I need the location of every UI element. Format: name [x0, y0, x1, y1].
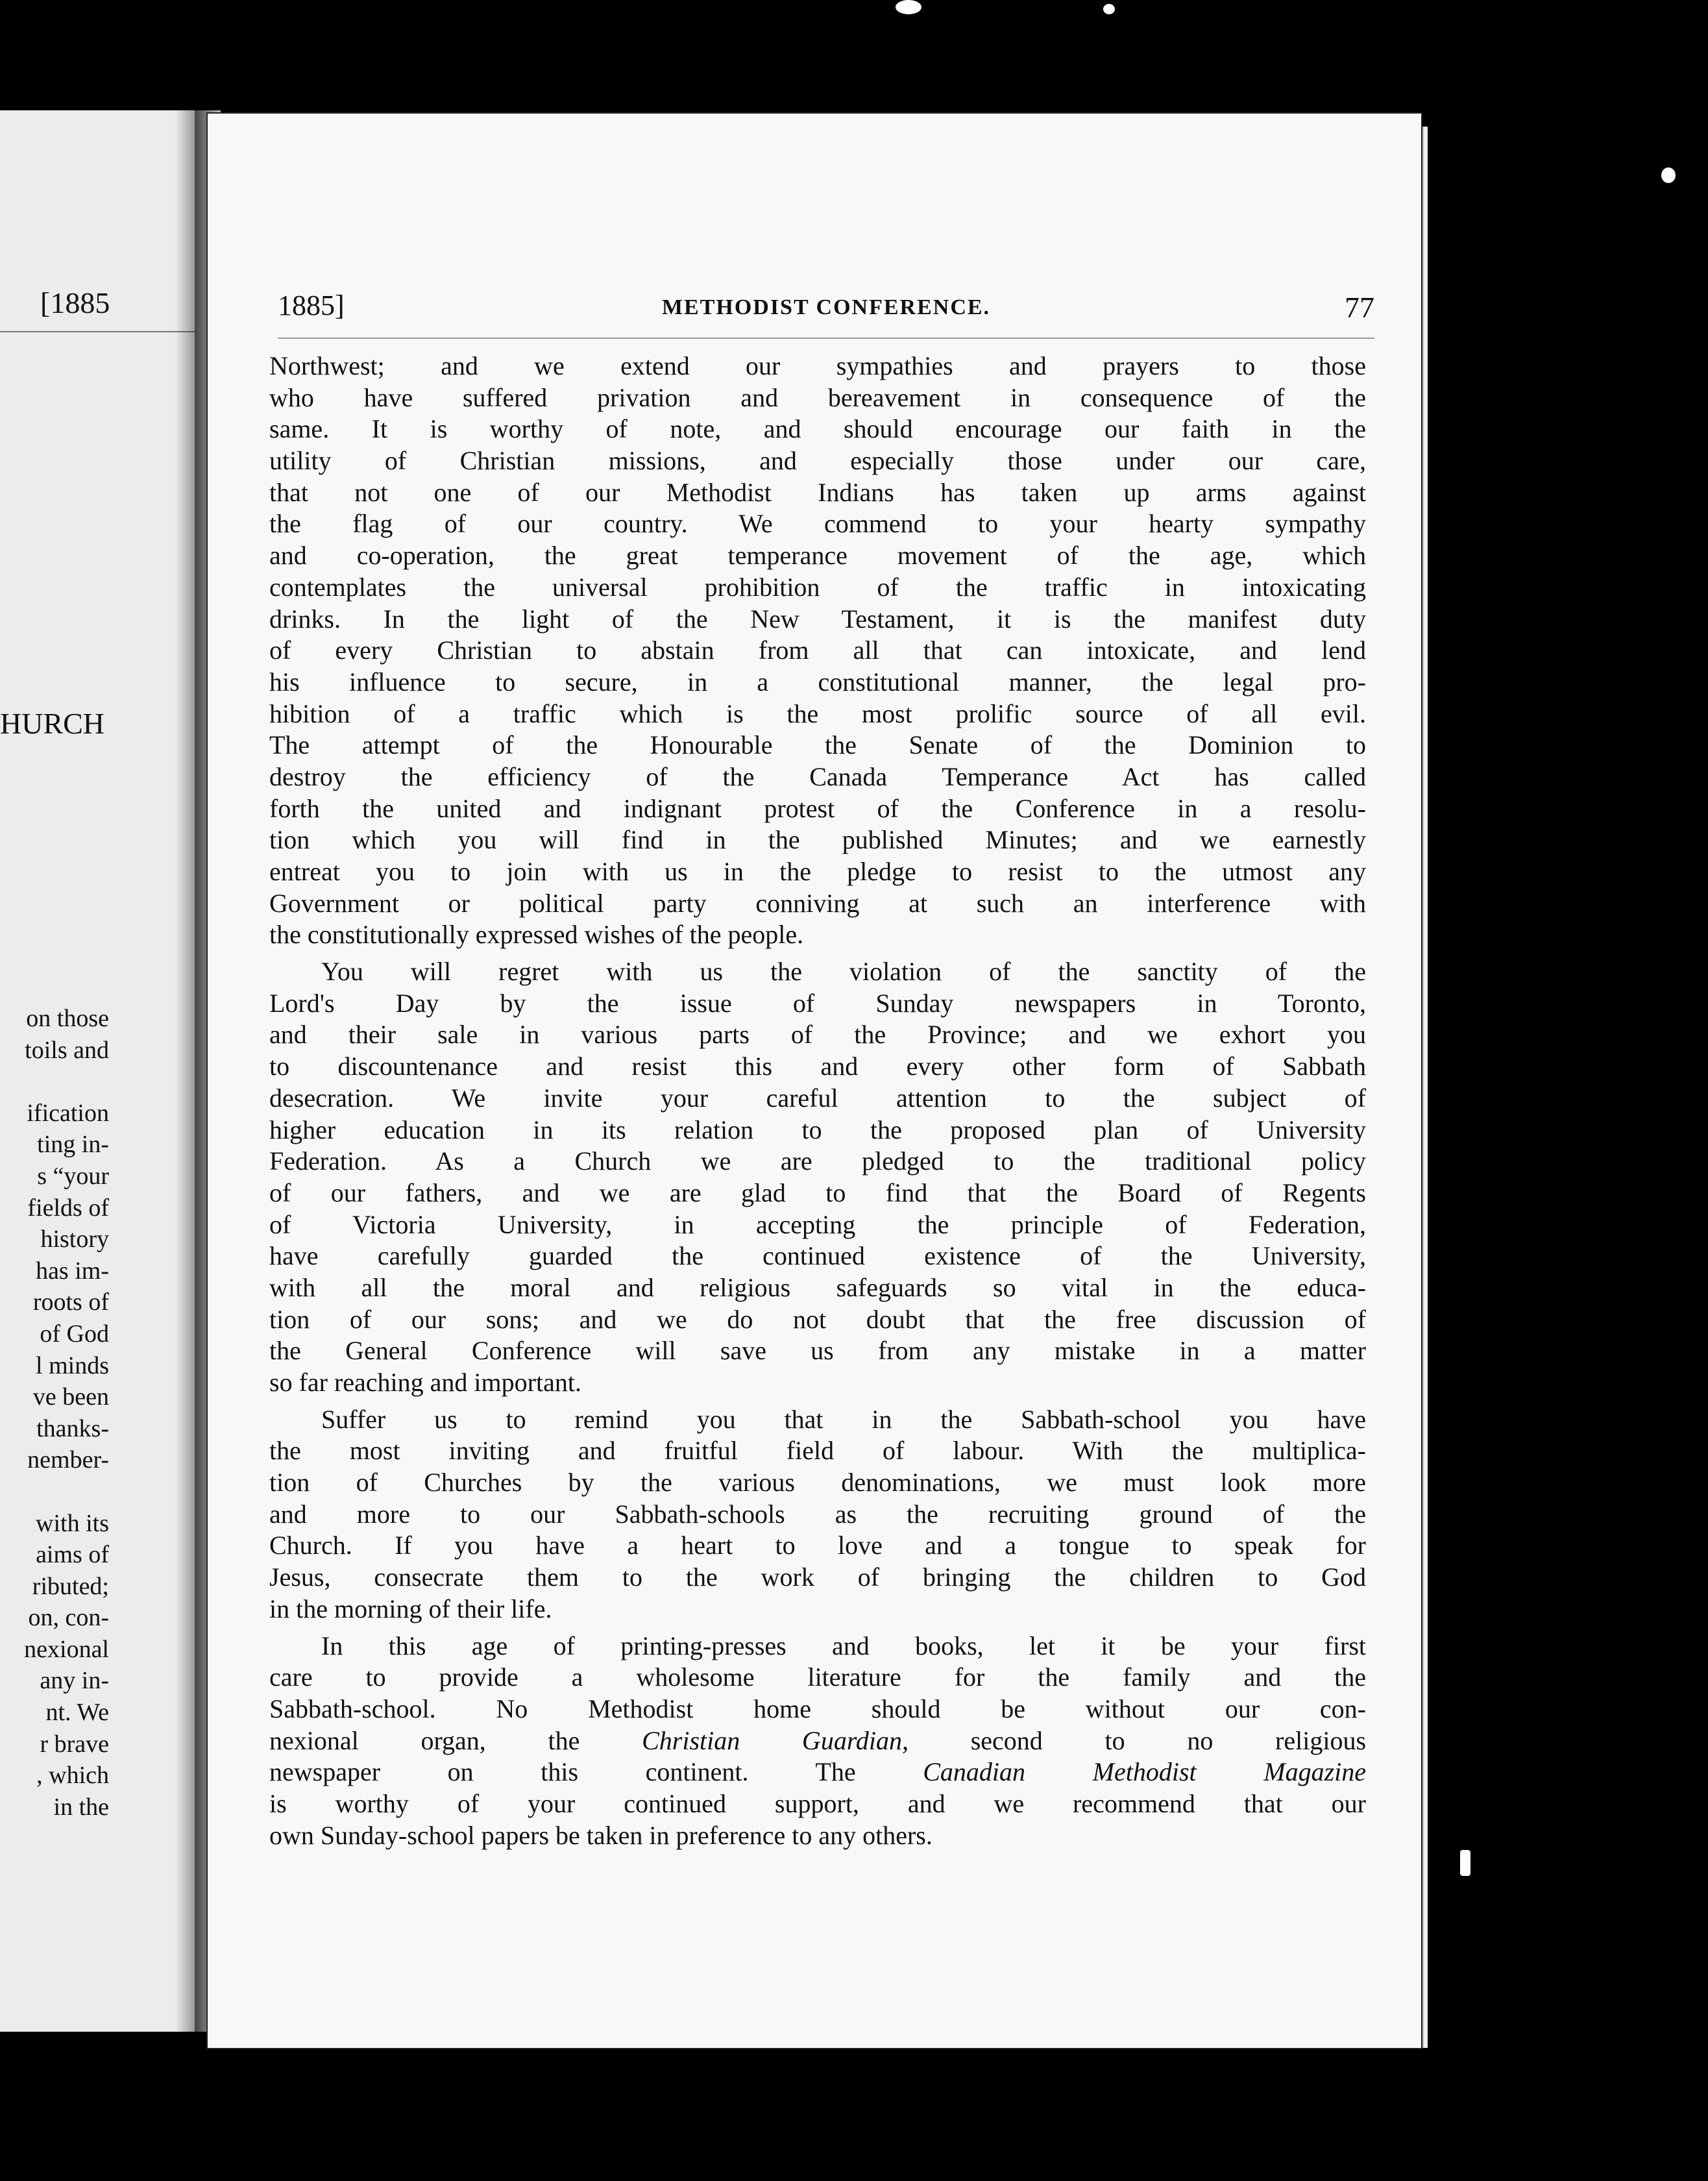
- previous-page-heading: HURCH: [0, 707, 105, 740]
- text-line: contemplates the universal prohibition of the traffic in intoxicating: [269, 572, 1366, 602]
- page-number: 77: [1345, 291, 1374, 324]
- running-head: [278, 289, 1374, 328]
- text-line: hibition of a traffic which is the most prolific source of all evil.: [269, 698, 1366, 728]
- previous-page-line: history: [40, 1226, 109, 1253]
- previous-page-line: ve been: [32, 1383, 109, 1411]
- previous-page-line: l minds: [36, 1351, 109, 1379]
- text-line: the most inviting and fruitful field of labour. With the multiplica-: [269, 1436, 1366, 1466]
- text-line: desecration. We invite your careful attention to the subject of: [269, 1083, 1366, 1113]
- text-line: same. It is worthy of note, and should encourage our faith in the: [269, 414, 1366, 444]
- text-line: You will regret with us the violation of the sanctity of the: [321, 957, 1366, 987]
- text-line: Suffer us to remind you that in the Sabbath-school you have: [321, 1404, 1366, 1434]
- paragraph: [269, 956, 1366, 1399]
- previous-page-text: [0, 1003, 109, 1823]
- text-line: destroy the efficiency of the Canada Temperance Act has called: [269, 761, 1366, 791]
- text-line: and more to our Sabbath-schools as the recruiting ground of the: [269, 1499, 1366, 1529]
- previous-page-line: nt. We: [45, 1699, 109, 1727]
- text-line: of every Christian to abstain from all that can intoxicate, and lend: [269, 635, 1366, 665]
- paragraph: [269, 351, 1366, 951]
- text-line: Federation. As a Church we are pledged to the traditional policy: [269, 1146, 1366, 1176]
- previous-page-header: [1885: [40, 286, 110, 319]
- previous-page-line: aims of: [36, 1541, 109, 1569]
- text-line: and their sale in various parts of the Province; and we exhort you: [269, 1020, 1366, 1050]
- previous-page-line: has im-: [36, 1257, 109, 1285]
- previous-page-line: on those: [26, 1005, 109, 1032]
- book-page: [208, 114, 1421, 2048]
- text-line: utility of Christian missions, and especially those under our care,: [269, 446, 1366, 476]
- previous-page-line: , which: [36, 1762, 109, 1790]
- text-line: In this age of printing-presses and books, let it be your first: [321, 1631, 1366, 1660]
- scan-speck: [1103, 4, 1115, 14]
- text-line: Government or political party conniving at such an interference with: [269, 888, 1366, 918]
- text-line: that not one of our Methodist Indians has taken up arms against: [269, 477, 1366, 507]
- publication-title: Canadian Methodist Magazine: [923, 1757, 1366, 1787]
- previous-page-line: [0, 1476, 109, 1508]
- text-line: of Victoria University, in accepting the principle of Federation,: [269, 1209, 1366, 1239]
- previous-page-line: ification: [27, 1099, 109, 1127]
- text-line: Sabbath-school. No Methodist home should be without our con-: [269, 1694, 1366, 1723]
- previous-page-line: ributed;: [32, 1572, 109, 1600]
- previous-page-line: fields of: [27, 1194, 109, 1222]
- text-line: Northwest; and we extend our sympathies and prayers to those: [269, 351, 1366, 380]
- previous-page-line: s “your: [37, 1162, 109, 1190]
- text-line: drinks. In the light of the New Testament, it is the manifest duty: [269, 604, 1366, 634]
- text-line: the flag of our country. We commend to your hearty sympathy: [269, 509, 1366, 539]
- previous-page-line: in the: [53, 1793, 109, 1821]
- text-line: Jesus, consecrate them to the work of bringing the children to God: [269, 1562, 1366, 1592]
- previous-page-line: with its: [36, 1509, 109, 1537]
- text-line: in the morning of their life.: [269, 1594, 552, 1623]
- text-line: care to provide a wholesome literature for the family and the: [269, 1662, 1366, 1692]
- text-line: to discountenance and resist this and every other form of Sabbath: [269, 1052, 1366, 1081]
- scan-speck: [1661, 167, 1676, 183]
- header-rule: [278, 338, 1374, 339]
- previous-page-line: any in-: [40, 1667, 109, 1695]
- previous-page-rule: [0, 331, 195, 332]
- previous-page-line: nember-: [27, 1446, 109, 1474]
- previous-page-line: r brave: [40, 1730, 109, 1758]
- previous-page-line: on, con-: [28, 1604, 109, 1632]
- text-line: newspaper on this continent. The Canadian Methodist Magazine: [269, 1757, 1366, 1787]
- text-line: own Sunday-school papers be taken in preference to any others.: [269, 1820, 933, 1850]
- text-line: and co-operation, the great temperance movement of the age, which: [269, 541, 1366, 571]
- text-line: is worthy of your continued support, and we recommend that our: [269, 1788, 1366, 1818]
- text-line: with all the moral and religious safeguards so vital in the educa-: [269, 1272, 1366, 1302]
- paragraph: [269, 1404, 1366, 1625]
- running-head-title: METHODIST CONFERENCE.: [661, 295, 991, 319]
- paragraph: [269, 1631, 1366, 1852]
- text-line: tion of Churches by the various denominations, we must look more: [269, 1468, 1366, 1497]
- previous-page-line: ting in-: [37, 1131, 109, 1159]
- running-head-year: 1885]: [278, 290, 345, 321]
- text-line: the constitutionally expressed wishes of the people.: [269, 920, 804, 950]
- text-line: who have suffered privation and bereavement in consequence of the: [269, 382, 1366, 412]
- text-line: the General Conference will save us from any mistake in a matter: [269, 1336, 1366, 1366]
- scan-speck: [1460, 1850, 1470, 1876]
- previous-page-line: thanks-: [36, 1414, 109, 1442]
- previous-page-line: toils and: [25, 1036, 109, 1064]
- text-line: Lord's Day by the issue of Sunday newspapers in Toronto,: [269, 988, 1366, 1018]
- text-line: entreat you to join with us in the pledge to resist to the utmost any: [269, 857, 1366, 886]
- text-line: have carefully guarded the continued existence of the University,: [269, 1241, 1366, 1271]
- previous-page: [0, 110, 195, 2032]
- publication-title: Christian Guardian,: [642, 1725, 909, 1755]
- text-line: so far reaching and important.: [269, 1368, 581, 1397]
- text-line: of our fathers, and we are glad to find that the Board of Regents: [269, 1177, 1366, 1207]
- text-line: his influence to secure, in a constitutional manner, the legal pro-: [269, 667, 1366, 696]
- text-line: tion of our sons; and we do not doubt that the free discussion of: [269, 1304, 1366, 1334]
- text-line: tion which you will find in the published Minutes; and we earnestly: [269, 825, 1366, 855]
- text-line: higher education in its relation to the proposed plan of University: [269, 1115, 1366, 1144]
- text-line: Church. If you have a heart to love and a tongue to speak for: [269, 1531, 1366, 1560]
- text-line: forth the united and indignant protest of the Conference in a resolu-: [269, 793, 1366, 823]
- previous-page-line: nexional: [24, 1635, 109, 1663]
- scan-speck: [896, 0, 921, 14]
- text-line: nexional organ, the Christian Guardian, second to no religious: [269, 1725, 1367, 1755]
- text-line: The attempt of the Honourable the Senate of the Dominion to: [269, 730, 1366, 760]
- page-body: [269, 351, 1366, 1856]
- previous-page-line: [0, 1066, 109, 1098]
- previous-page-line: of God: [40, 1320, 109, 1348]
- previous-page-line: roots of: [32, 1288, 109, 1316]
